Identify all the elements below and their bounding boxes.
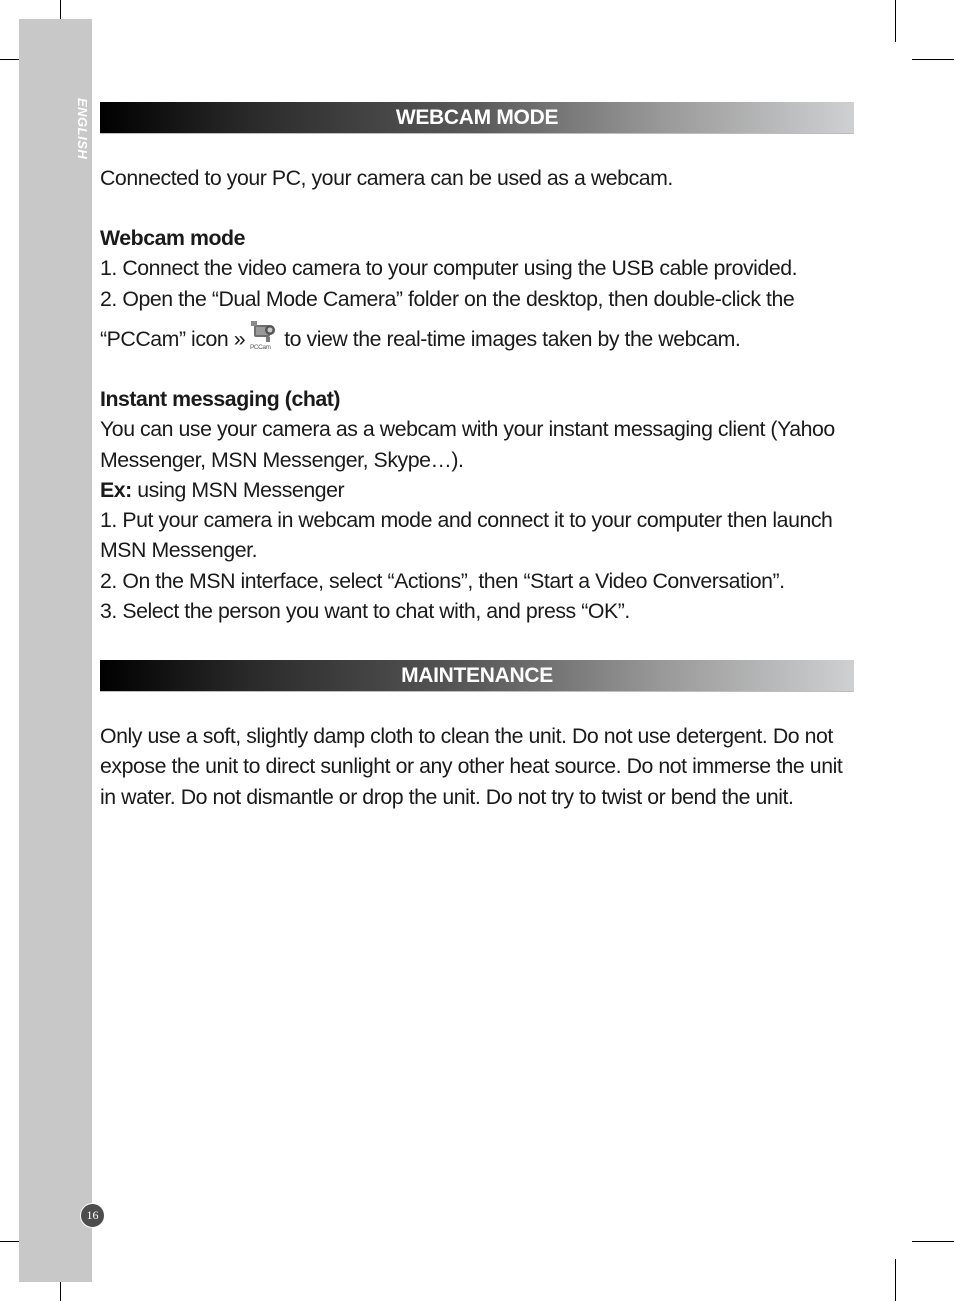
section-header-maintenance [100,660,854,692]
step-1: 1. Connect the video camera to your computer using the USB cable provided. [100,256,798,281]
maintenance-block [100,721,860,812]
chat-line-2: Messenger, MSN Messenger, Skype…). [100,447,464,472]
chat-step-3: 3. Select the person you want to chat with, and press “OK”. [100,599,630,624]
subheading-chat: Instant messaging (chat) [100,387,341,411]
chat-step-1-line-2: MSN Messenger. [100,538,258,563]
chat-example [100,475,860,505]
maintenance-line-3: in water. Do not dismantle or drop the unit. Do not try to twist or bend the unit. [100,784,794,809]
step-2-line-2 [100,318,860,354]
webcam-intro [100,163,860,193]
step-2-line-2-after: to view the real-time images taken by the webcam. [284,326,741,351]
example-label: Ex: [100,477,132,502]
maintenance-line-2: expose the unit to direct sunlight or any other heat source. Do not immerse the unit [100,754,843,779]
intro-text: Connected to your PC, your camera can be used as a webcam. [100,166,673,190]
example-text: using MSN Messenger [137,477,345,502]
svg-text:PCCam: PCCam [250,343,271,351]
crop-mark [895,1259,896,1301]
chat-step-2: 2. On the MSN interface, select “Actions”, then “Start a Video Conversation”. [100,568,785,593]
chat-step-1-line-1: 1. Put your camera in webcam mode and connect it to your computer then launch [100,508,833,533]
pccam-icon [248,318,282,352]
webcam-mode-block [100,223,860,354]
crop-mark [895,0,896,42]
section-header-webcam-mode [100,102,854,134]
step-2-line-2-before: “PCCam” icon » [100,326,246,351]
section-title: WEBCAM MODE [395,106,559,129]
crop-mark [912,1241,954,1242]
section-title: MAINTENANCE [401,664,553,687]
step-2-line-1: 2. Open the “Dual Mode Camera” folder on the desktop, then double-click the [100,286,795,311]
side-band [19,19,92,1282]
maintenance-line-1: Only use a soft, slightly damp cloth to clean the unit. Do not use detergent. Do not [100,724,833,748]
chat-block [100,384,860,626]
crop-mark [912,59,954,60]
page-number: 16 [80,1203,105,1228]
chat-line-1: You can use your camera as a webcam with your instant messaging client (Yahoo [100,417,835,442]
subheading-webcam-mode: Webcam mode [100,226,245,250]
language-label: ENGLISH [75,98,90,160]
